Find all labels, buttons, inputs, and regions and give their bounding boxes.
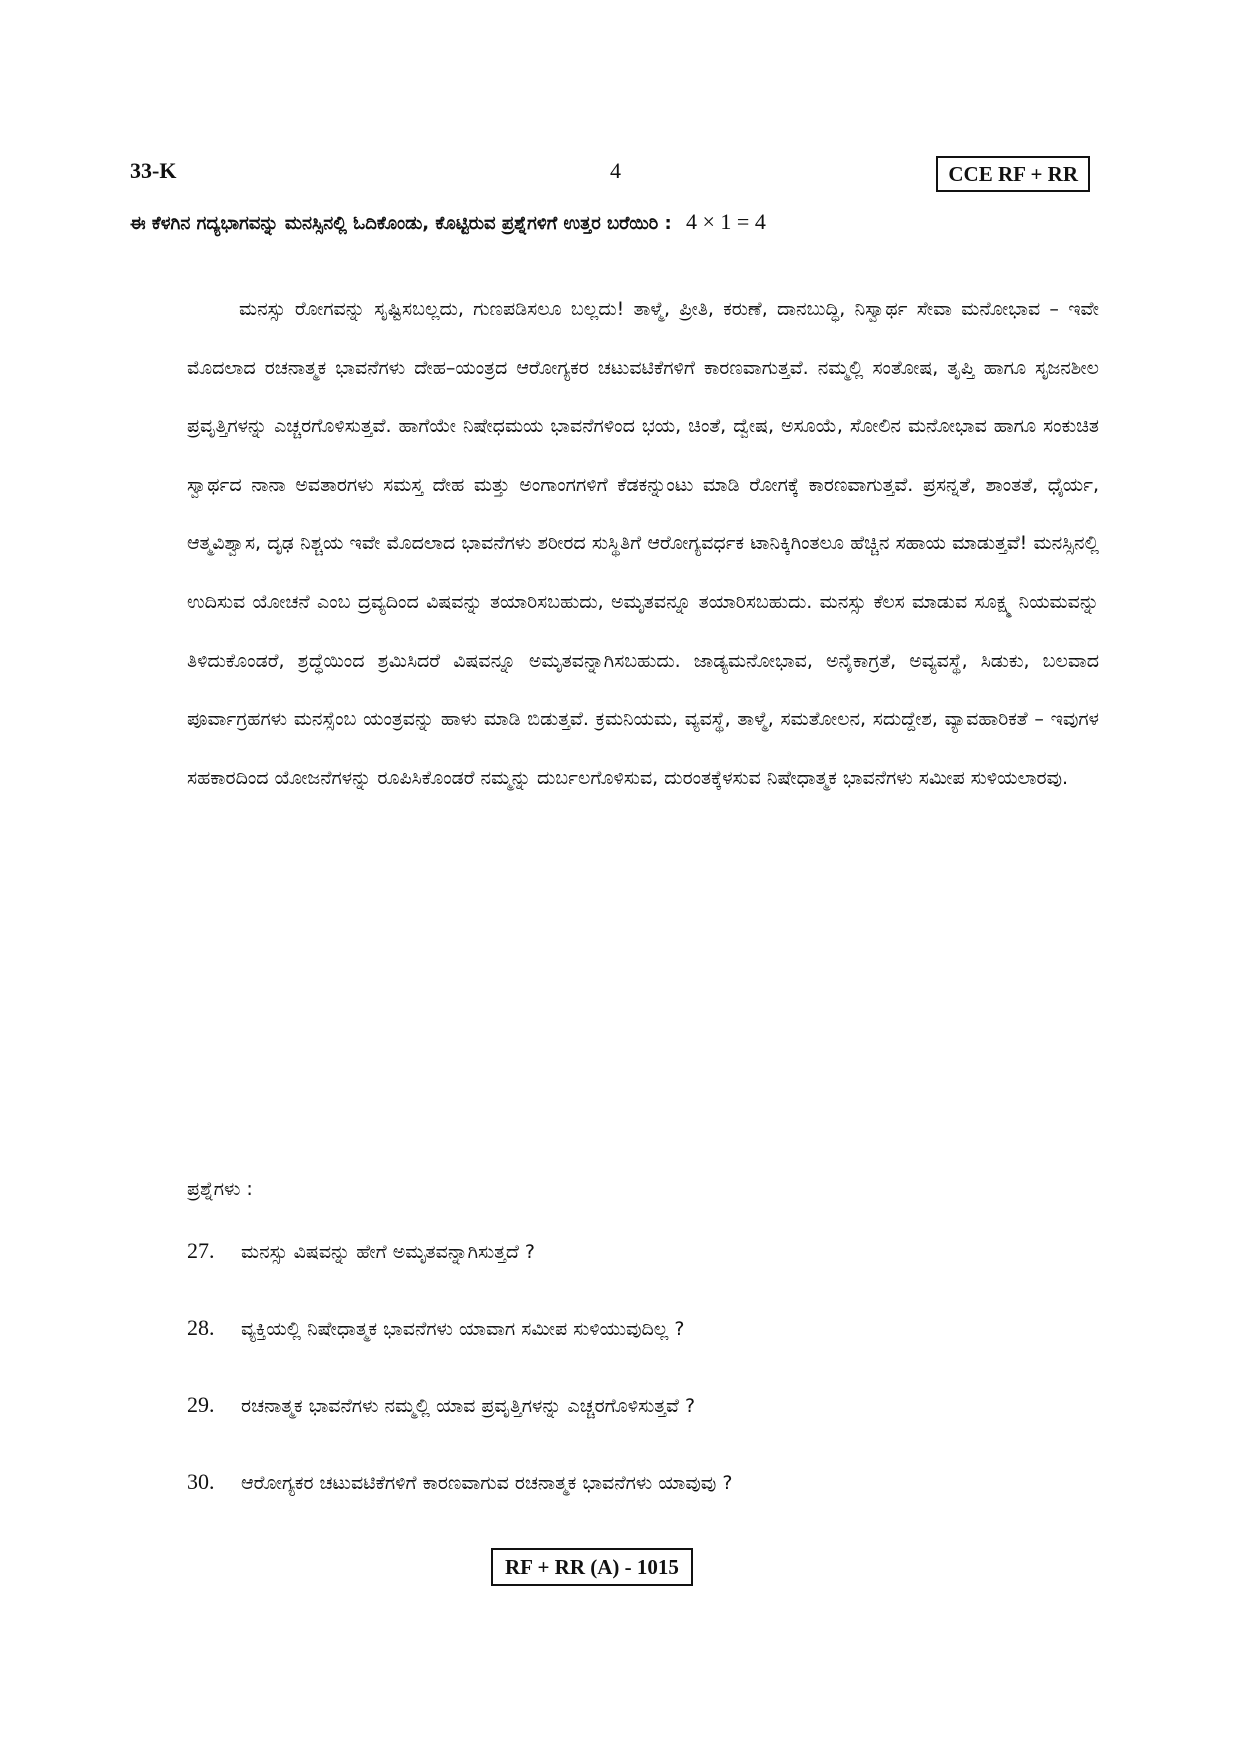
instruction-text: ಈ ಕೆಳಗಿನ ಗದ್ಯಭಾಗವನ್ನು ಮನಸ್ಸಿನಲ್ಲಿ ಓದಿಕೊಂಡು, ಕೊಟ್ಟಿರುವ ಪ್ರಶ್ನೆಗಳಿಗೆ ಉತ್ತರ ಬರೆಯಿರಿ :: [130, 213, 672, 234]
question-text: ಮನಸ್ಸು ವಿಷವನ್ನು ಹೇಗೆ ಅಮೃತವನ್ನಾಗಿಸುತ್ತದೆ ?: [241, 1241, 536, 1263]
question-item: [187, 1467, 1099, 1544]
page-header: [130, 158, 1090, 198]
question-number: 28.: [187, 1315, 215, 1340]
instruction-line: [130, 208, 1100, 238]
question-number: 29.: [187, 1392, 215, 1417]
question-text: ರಚನಾತ್ಮಕ ಭಾವನೆಗಳು ನಮ್ಮಲ್ಲಿ ಯಾವ ಪ್ರವೃತ್ತಿಗಳನ್ನು ಎಚ್ಚರಗೊಳಿಸುತ್ತವೆ ?: [241, 1395, 696, 1417]
paper-code: 33-K: [130, 158, 177, 183]
exam-badge: CCE RF + RR: [936, 156, 1090, 192]
question-number: 30.: [187, 1469, 215, 1494]
question-item: [187, 1313, 1099, 1390]
questions-list: [187, 1236, 1099, 1544]
questions-heading: ಪ್ರಶ್ನೆಗಳು :: [187, 1178, 253, 1200]
question-text: ಆರೋಗ್ಯಕರ ಚಟುವಟಿಕೆಗಳಿಗೆ ಕಾರಣವಾಗುವ ರಚನಾತ್ಮಕ ಭಾವನೆಗಳು ಯಾವುವು ?: [241, 1472, 733, 1494]
question-item: [187, 1390, 1099, 1467]
question-number: 27.: [187, 1238, 215, 1263]
question-item: [187, 1236, 1099, 1313]
marks-allocation: 4 × 1 = 4: [686, 209, 766, 234]
footer-code: RF + RR (A) - 1015: [491, 1548, 693, 1586]
question-text: ವ್ಯಕ್ತಿಯಲ್ಲಿ ನಿಷೇಧಾತ್ಮಕ ಭಾವನೆಗಳು ಯಾವಾಗ ಸಮೀಪ ಸುಳಿಯುವುದಿಲ್ಲ ?: [241, 1318, 685, 1340]
comprehension-passage: ಮನಸ್ಸು ರೋಗವನ್ನು ಸೃಷ್ಟಿಸಬಲ್ಲದು, ಗುಣಪಡಿಸಲೂ ಬಲ್ಲದು! ತಾಳ್ಮೆ, ಪ್ರೀತಿ, ಕರುಣೆ, ದಾನಬುದ್ಧಿ, ನಿಸ್ವಾರ್ಥ ಸೇವಾ ಮನೋಭಾವ – ಇವೇ ಮೊದಲಾದ ರಚನಾತ್ಮಕ ಭಾವನೆಗಳು ದೇಹ–ಯಂತ್ರದ ಆರೋಗ್ಯಕರ ಚಟುವಟಿಕೆಗಳಿಗೆ ಕಾರಣವಾಗುತ್ತವೆ. ನಮ್ಮಲ್ಲಿ ಸಂತೋಷ, ತೃಪ್ತಿ ಹಾಗೂ ಸೃಜನಶೀಲ ಪ್ರವೃತ್ತಿಗಳನ್ನು ಎಚ್ಚರಗೊಳಿಸುತ್ತವೆ. ಹಾಗೆಯೇ ನಿಷೇಧಮಯ ಭಾವನೆಗಳಿಂದ ಭಯ, ಚಿಂತೆ, ದ್ವೇಷ, ಅಸೂಯೆ, ಸೋಲಿನ ಮನೋಭಾವ ಹಾಗೂ ಸಂಕುಚಿತ ಸ್ವಾರ್ಥದ ನಾನಾ ಅವತಾರಗಳು ಸಮಸ್ತ ದೇಹ ಮತ್ತು ಅಂಗಾಂಗಗಳಿಗೆ ಕೆಡಕನ್ನುಂಟು ಮಾಡಿ ರೋಗಕ್ಕೆ ಕಾರಣವಾಗುತ್ತವೆ. ಪ್ರಸನ್ನತೆ, ಶಾಂತತೆ, ಧೈರ್ಯ, ಆತ್ಮವಿಶ್ವಾಸ, ದೃಢ ನಿಶ್ಚಯ ಇವೇ ಮೊದಲಾದ ಭಾವನೆಗಳು ಶರೀರದ ಸುಸ್ಥಿತಿಗೆ ಆರೋಗ್ಯವರ್ಧಕ ಟಾನಿಕ್ಕಿಗಿಂತಲೂ ಹೆಚ್ಚಿನ ಸಹಾಯ ಮಾಡುತ್ತವೆ! ಮನಸ್ಸಿನಲ್ಲಿ ಉದಿಸುವ ಯೋಚನೆ ಎಂಬ ದ್ರವ್ಯದಿಂದ ವಿಷವನ್ನು ತಯಾರಿಸಬಹುದು, ಅಮೃತವನ್ನೂ ತಯಾರಿಸಬಹುದು. ಮನಸ್ಸು ಕೆಲಸ ಮಾಡುವ ಸೂಕ್ಷ್ಮ ನಿಯಮವನ್ನು ತಿಳಿದುಕೊಂಡರೆ, ಶ್ರದ್ಧೆಯಿಂದ ಶ್ರಮಿಸಿದರೆ ವಿಷವನ್ನೂ ಅಮೃತವನ್ನಾಗಿಸಬಹುದು. ಜಾಡ್ಯಮನೋಭಾವ, ಅನೈಕಾಗ್ರತೆ, ಅವ್ಯವಸ್ಥೆ, ಸಿಡುಕು, ಬಲವಾದ ಪೂರ್ವಾಗ್ರಹಗಳು ಮನಸ್ಸೆಂಬ ಯಂತ್ರವನ್ನು ಹಾಳು ಮಾಡಿ ಬಿಡುತ್ತವೆ. ಕ್ರಮನಿಯಮ, ವ್ಯವಸ್ಥೆ, ತಾಳ್ಮೆ, ಸಮತೋಲನ, ಸದುದ್ದೇಶ, ವ್ಯಾವಹಾರಿಕತೆ – ಇವುಗಳ ಸಹಕಾರದಿಂದ ಯೋಜನೆಗಳನ್ನು ರೂಪಿಸಿಕೊಂಡರೆ ನಮ್ಮನ್ನು ದುರ್ಬಲಗೊಳಿಸುವ, ದುರಂತಕ್ಕೆಳಸುವ ನಿಷೇಧಾತ್ಮಕ ಭಾವನೆಗಳು ಸಮೀಪ ಸುಳಿಯಲಾರವು.: [187, 298, 1099, 789]
page-number: 4: [610, 158, 621, 183]
